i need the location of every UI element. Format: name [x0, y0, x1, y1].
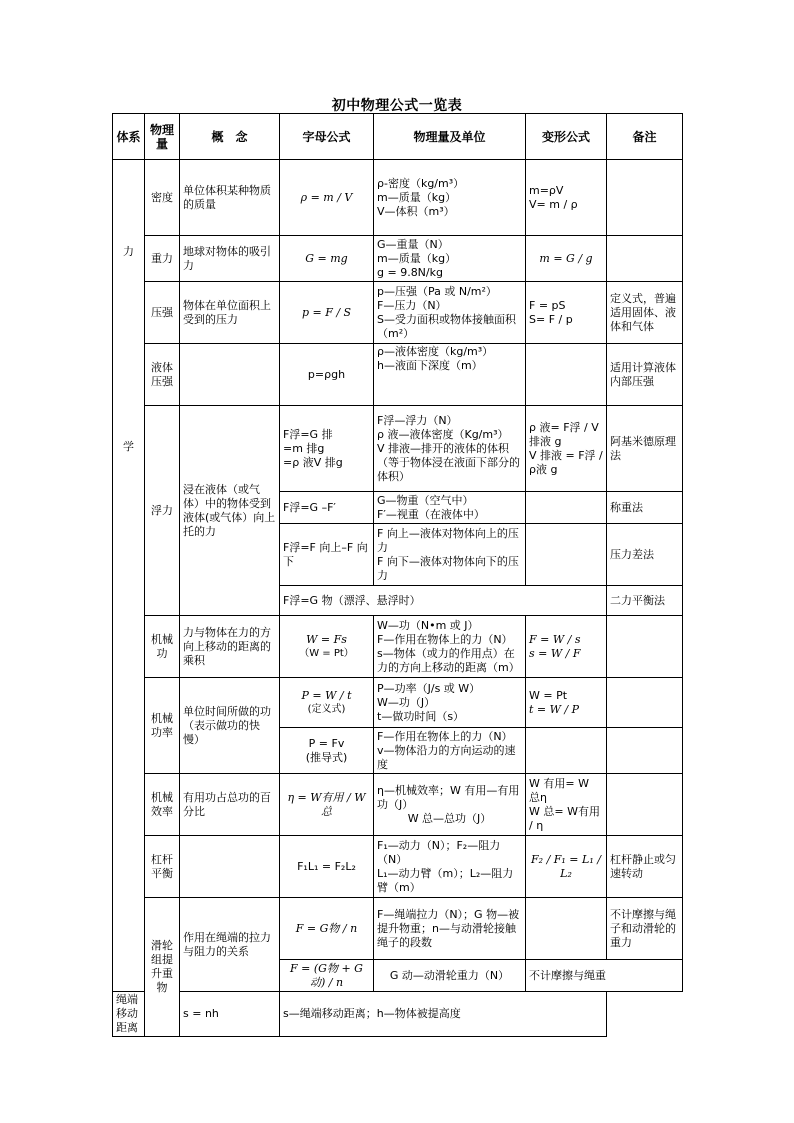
units-buoyancy-1: F浮—浮力（N） ρ 液—液体密度（Kg/m³） V 排液—排开的液体的体积（等于物体浸在液面下部分的体积）: [374, 406, 526, 492]
units-gravity: G—重量（N） m—质量（kg） g = 9.8N/kg: [374, 236, 526, 282]
derived-pressure: F = pS S= F / p: [526, 282, 607, 344]
formula-power-1: P = W / t (定义式): [280, 678, 374, 728]
notes-gravity: [607, 236, 683, 282]
derived-buoyancy-3: [526, 524, 607, 586]
units-pressure: p—压强（Pa 或 N/m²） F—压力（N） S—受力面积或物体接触面积（m²）: [374, 282, 526, 344]
quantity-lever: 杠杆平衡: [145, 836, 180, 898]
quantity-density: 密度: [145, 160, 180, 236]
table-row: [113, 344, 683, 406]
page-title: 初中物理公式一览表: [331, 98, 463, 114]
concept-pressure: 物体在单位面积上受到的压力: [180, 282, 280, 344]
notes-power-1: [607, 678, 683, 728]
header-derived: 变形公式: [526, 114, 607, 160]
concept-efficiency: 有用功占总功的百分比: [180, 774, 280, 836]
units-buoyancy-3: F 向上—液体对物体向上的压力 F 向下—液体对物体向下的压力: [374, 524, 526, 586]
table-header-row: [113, 114, 683, 160]
table-row: [113, 236, 683, 282]
formula-buoyancy-2: F浮=G –F′: [280, 492, 374, 524]
concept-density: 单位体积某种物质的质量: [180, 160, 280, 236]
concept-power: 单位时间所做的功（表示做功的快慢）: [180, 678, 280, 774]
derived-liquid-pressure: [526, 344, 607, 406]
formula-density: ρ = m / V: [280, 160, 374, 236]
formula-table: [112, 113, 683, 1037]
formula-buoyancy-3: F浮=F 向上–F 向下: [280, 524, 374, 586]
formula-buoyancy-1: F浮=G 排 =m 排g =ρ 液V 排g: [280, 406, 374, 492]
notes-work: [607, 616, 683, 678]
units-density: ρ-密度（kg/m³） m—质量（kg） V—体积（m³）: [374, 160, 526, 236]
derived-pulley-1: [526, 898, 607, 960]
formula-gravity: G = mg: [280, 236, 374, 282]
units-buoyancy-2: G—物重（空气中） F′—视重（在液体中）: [374, 492, 526, 524]
notes-buoyancy-4: 二力平衡法: [607, 586, 683, 616]
notes-pulley-1: 不计摩擦与绳子和动滑轮的重力: [607, 898, 683, 960]
notes-pulley-2: 不计摩擦与绳重: [526, 960, 683, 992]
header-notes: 备注: [607, 114, 683, 160]
concept-liquid-pressure: [180, 344, 280, 406]
formula-pulley-2: F = (G物 + G动) / n: [280, 960, 374, 992]
notes-buoyancy-3: 压力差法: [607, 524, 683, 586]
header-quantity: 物理量: [145, 114, 180, 160]
derived-lever: F₂ / F₁ = L₁ / L₂: [526, 836, 607, 898]
units-pulley-1: F—绳端拉力（N）；G 物—被提升物重；n—与动滑轮接触绳子的段数: [374, 898, 526, 960]
notes-efficiency: [607, 774, 683, 836]
formula-work: W = Fs （W = Pt）: [280, 616, 374, 678]
table-row: [113, 160, 683, 236]
concept-pulley-3: 绳端移动距离: [113, 992, 145, 1037]
table-row: [113, 282, 683, 344]
group-label-study: 学: [113, 344, 145, 992]
notes-liquid-pressure: 适用计算液体内部压强: [607, 344, 683, 406]
formula-pulley-1: F = G物 / n: [280, 898, 374, 960]
notes-buoyancy-1: 阿基米德原理法: [607, 406, 683, 492]
derived-density: m=ρV V= m / ρ: [526, 160, 607, 236]
table-row: [113, 774, 683, 836]
quantity-liquid-pressure: 液体压强: [145, 344, 180, 406]
formula-lever: F₁L₁ = F₂L₂: [280, 836, 374, 898]
header-units: 物理量及单位: [374, 114, 526, 160]
units-work: W—功（N•m 或 J） F—作用在物体上的力（N） s—物体（或力的作用点）在力的方向上移动的距离（m）: [374, 616, 526, 678]
derived-gravity: m = G / g: [526, 236, 607, 282]
formula-efficiency: η = W有用 / W总: [280, 774, 374, 836]
concept-buoyancy: 浸在液体（或气体）中的物体受到液体(或气体）向上托的力: [180, 406, 280, 616]
formula-liquid-pressure: p=ρgh: [280, 344, 374, 406]
units-pulley-3: s—绳端移动距离；h—物体被提高度: [280, 992, 607, 1037]
units-liquid-pressure: ρ—液体密度（kg/m³） h—液面下深度（m）: [374, 344, 526, 406]
quantity-power: 机械功率: [145, 678, 180, 774]
table-row: [113, 616, 683, 678]
quantity-buoyancy: 浮力: [145, 406, 180, 616]
notes-lever: 杠杆静止或匀速转动: [607, 836, 683, 898]
concept-pulley: 作用在绳端的拉力与阻力的关系: [180, 898, 280, 992]
header-formula: 字母公式: [280, 114, 374, 160]
table-row: [113, 992, 683, 1037]
derived-power-1: W = Pt t = W / P: [526, 678, 607, 728]
formula-power-2: P = Fv (推导式): [280, 728, 374, 774]
table-row: [113, 678, 683, 728]
units-pulley-2: G 动—动滑轮重力（N）: [374, 960, 526, 992]
derived-buoyancy-2: [526, 492, 607, 524]
quantity-pulley: 滑轮组提升重物: [145, 898, 180, 1037]
quantity-work: 机械功: [145, 616, 180, 678]
concept-work: 力与物体在力的方向上移动的距离的乘积: [180, 616, 280, 678]
notes-buoyancy-2: 称重法: [607, 492, 683, 524]
formula-pressure: p = F / S: [280, 282, 374, 344]
notes-density: [607, 160, 683, 236]
quantity-efficiency: 机械效率: [145, 774, 180, 836]
table-row: [113, 898, 683, 960]
notes-pressure: 定义式，普遍适用固体、液体和气体: [607, 282, 683, 344]
units-efficiency: η—机械效率；W 有用—有用功（J） W 总—总功（J）: [374, 774, 526, 836]
table-row: [113, 406, 683, 492]
quantity-gravity: 重力: [145, 236, 180, 282]
derived-efficiency: W 有用= W 总η W 总= W有用 / η: [526, 774, 607, 836]
concept-lever: [180, 836, 280, 898]
concept-gravity: 地球对物体的吸引力: [180, 236, 280, 282]
derived-work: F = W / s s = W / F: [526, 616, 607, 678]
units-power-1: P—功率（J/s 或 W） W—功（J） t—做功时间（s）: [374, 678, 526, 728]
quantity-pressure: 压强: [145, 282, 180, 344]
formula-buoyancy-4: F浮=G 物（漂浮、悬浮时）: [280, 586, 607, 616]
header-system: 体系: [113, 114, 145, 160]
derived-power-2: [526, 728, 607, 774]
derived-buoyancy-1: ρ 液= F浮 / V排液 g V 排液 = F浮 / ρ液 g: [526, 406, 607, 492]
header-concept: 概 念: [180, 114, 280, 160]
table-row: [113, 836, 683, 898]
group-label-force: 力: [113, 160, 145, 344]
units-lever: F₁—动力（N）；F₂—阻力（N） L₁—动力臂（m）；L₂—阻力臂（m）: [374, 836, 526, 898]
notes-power-2: [607, 728, 683, 774]
units-power-2: F—作用在物体上的力（N） v—物体沿力的方向运动的速度: [374, 728, 526, 774]
formula-pulley-3: s = nh: [180, 992, 280, 1037]
